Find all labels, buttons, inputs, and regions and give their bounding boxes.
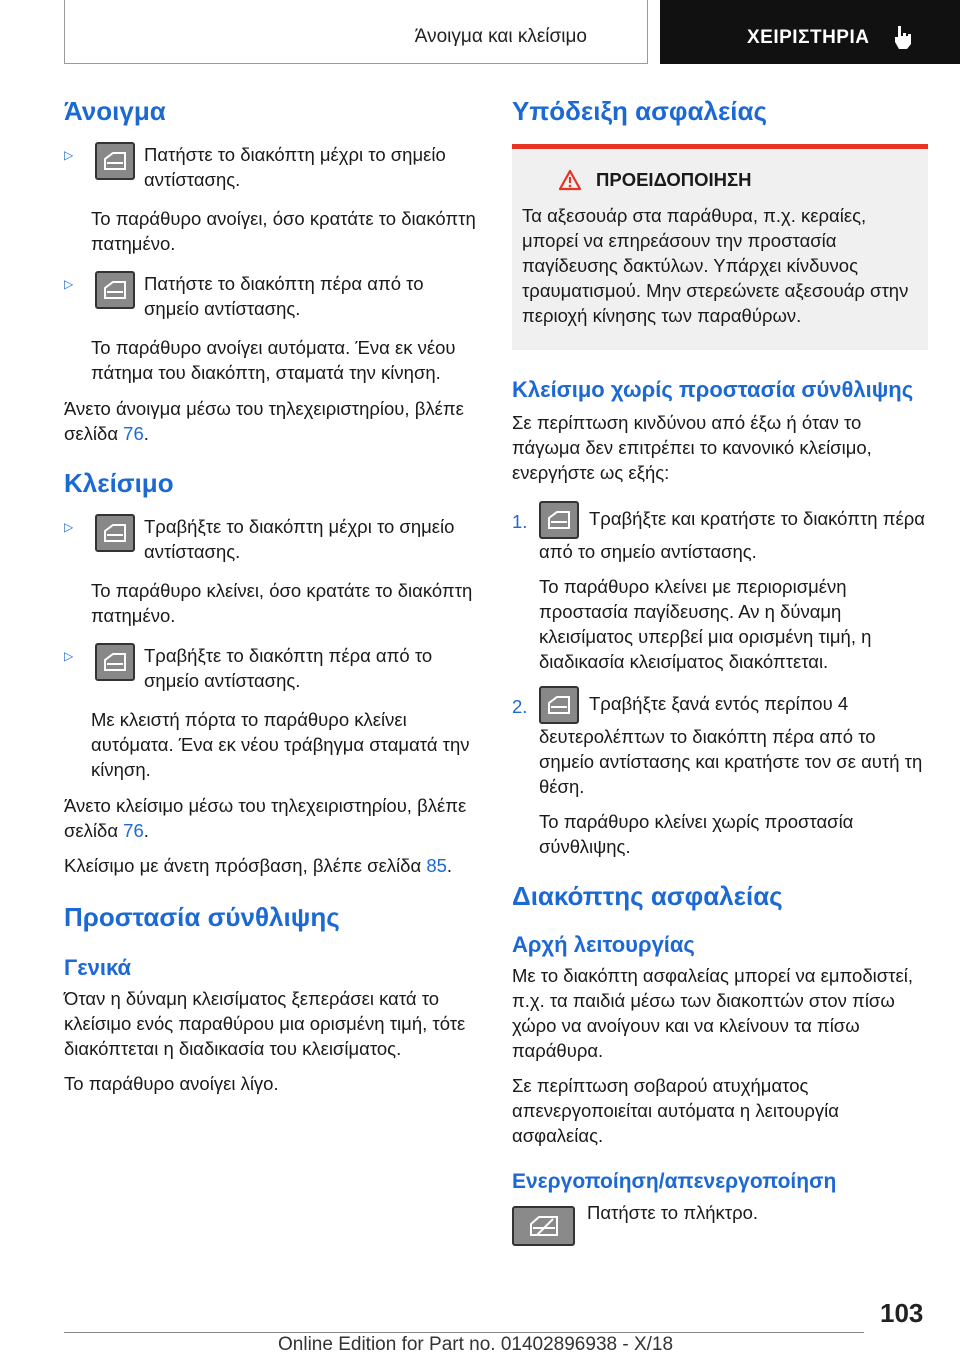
pinch-paragraph-2: Το παράθυρο ανοίγει λίγο. [64, 1073, 279, 1094]
opening-remote-text: Άνετο άνοιγμα μέσω του τηλεχειριστηρίου, βλέπε σελίδα [64, 398, 464, 444]
footer-edition: Online Edition for Part no. 01402896938 - X/18 [278, 1334, 674, 1355]
closing-title: Κλείσιμο [64, 468, 174, 498]
step-arrow-icon: ▷ [64, 520, 74, 534]
closing-result-1 [64, 578, 476, 628]
closing-result-2-text: Με κλειστή πόρτα το παράθυρο κλείνει αυτόματα. Ένα εκ νέου τράβηγμα σταματά την κίνηση. [91, 709, 470, 780]
pinch-paragraph-1: Όταν η δύναμη κλεισίματος ξεπεράσει κατά το κλείσιμο ενός παραθύρου μια ορισμένη τιμή, τότε διακόπτεται η διαδικασία του κλεισίματος. [64, 988, 466, 1059]
period: . [143, 820, 149, 841]
opening-step-2 [64, 271, 476, 323]
warning-label: ΠΡΟΕΙΔΟΠΟΙΗΣΗ [596, 169, 752, 190]
header-chapter-tab [660, 0, 960, 64]
opening-step-1 [64, 142, 476, 194]
toggle-title: Ενεργοποίηση/απενεργοποίηση [512, 1170, 837, 1193]
window-switch-icon [95, 271, 135, 309]
closing-remote-page-link[interactable]: 76 [123, 820, 144, 841]
pinch-title: Προστασία σύνθλιψης [64, 902, 340, 932]
warning-box [512, 144, 928, 350]
step-arrow-icon: ▷ [64, 649, 74, 663]
opening-result-2-text: Το παράθυρο ανοίγει αυτόματα. Ένα εκ νέου πάτημα του διακόπτη, σταματά την κίνηση. [91, 337, 456, 383]
opening-step-2-text: Πατήστε το διακόπτη πέρα από το σημείο αντίστασης. [144, 273, 424, 319]
period: . [446, 855, 453, 876]
step-number: 2. [512, 696, 528, 717]
closing-result-2 [64, 707, 476, 782]
warning-text: Τα αξεσουάρ στα παράθυρα, π.χ. κεραίες, μπορεί να επηρεάσουν την προστασία παγίδευσης δακτύλων. Υπάρχει κίνδυνος τραυματισμού. Μην στερεώνετε αξεσουάρ στην περιοχή κίνησης των παραθύρων. [522, 205, 909, 326]
window-switch-icon [95, 514, 135, 552]
safety-switch-subtitle: Αρχή λειτουργίας [512, 932, 695, 957]
safety-note-title: Υπόδειξη ασφαλείας [512, 96, 768, 126]
no-protection-step-1 [512, 501, 928, 674]
closing-step-1 [64, 514, 476, 566]
no-protection-step-1-text: Τραβήξτε και κρατήστε το διακόπτη πέρα από το σημείο αντίστασης. [539, 508, 925, 562]
closing-step-2-text: Τραβήξτε το διακόπτη πέρα από το σημείο αντίστασης. [144, 645, 433, 691]
opening-result-2 [64, 335, 476, 385]
header-section-title: Άνοιγμα και κλείσιμο [414, 26, 587, 47]
page-number: 103 [880, 1298, 924, 1328]
opening-title: Άνοιγμα [64, 96, 166, 126]
opening-result-1-text: Το παράθυρο ανοίγει, όσο κρατάτε το διακόπτη πατημένο. [91, 208, 476, 254]
window-switch-icon [95, 643, 135, 681]
closing-comfort-text: Κλείσιμο με άνετη πρόσβαση, βλέπε σελίδα [64, 855, 422, 876]
toggle-row [512, 1200, 928, 1246]
step-arrow-icon: ▷ [64, 277, 74, 291]
closing-result-1-text: Το παράθυρο κλείνει, όσο κρατάτε το διακόπτη πατημένο. [91, 580, 473, 626]
step-arrow-icon: ▷ [64, 148, 74, 162]
closing-step-2 [64, 643, 476, 695]
no-protection-step-2-text: Τραβήξτε ξανά εντός περίπου 4 δευτερολέπτων το διακόπτη πέρα από το σημείο αντίστασης και κρατήστε τον σε αυτή τη θέση. [539, 693, 923, 797]
closing-remote-paragraph [64, 793, 476, 843]
no-protection-result-1: Το παράθυρο κλείνει με περιορισμένη προστασία παγίδευσης. Αν η δύναμη κλεισίματος υπερβεί μια ορισμένη τιμή, η διαδικασία κλεισίματος διακόπτεται. [539, 576, 872, 672]
footer-divider [64, 1332, 864, 1333]
opening-remote-page-link[interactable]: 76 [123, 423, 144, 444]
pointing-hand-icon [892, 24, 914, 50]
safety-switch-paragraph-2: Σε περίπτωση σοβαρού ατυχήματος απενεργοποιείται αυτόματα η λειτουργία ασφαλείας. [512, 1075, 839, 1146]
opening-step-1-text: Πατήστε το διακόπτη μέχρι το σημείο αντίστασης. [144, 144, 446, 190]
pinch-subtitle: Γενικά [64, 955, 132, 980]
window-switch-icon [539, 501, 579, 539]
toggle-text: Πατήστε το πλήκτρο. [587, 1202, 759, 1223]
no-protection-step-2 [512, 686, 928, 859]
warning-header [522, 169, 922, 191]
closing-remote-text: Άνετο κλείσιμο μέσω του τηλεχειριστηρίου, βλέπε σελίδα [64, 795, 467, 841]
no-protection-intro: Σε περίπτωση κινδύνου από έξω ή όταν το πάγωμα δεν επιτρέπει το κανονικό κλείσιμο, ενεργήστε ως εξής: [512, 412, 872, 483]
window-switch-icon [539, 686, 579, 724]
opening-result-1 [64, 206, 476, 256]
right-column [512, 96, 928, 1246]
no-protection-result-2: Το παράθυρο κλείνει χωρίς προστασία σύνθλιψης. [539, 811, 854, 857]
safety-switch-key-icon [512, 1206, 575, 1246]
header-chapter-label: ΧΕΙΡΙΣΤΗΡΙΑ [747, 27, 870, 48]
no-protection-title: Κλείσιμο χωρίς προστασία σύνθλιψης [512, 377, 914, 402]
warning-triangle-icon [558, 169, 582, 191]
safety-switch-paragraph-1: Με το διακόπτη ασφαλείας μπορεί να εμποδιστεί, π.χ. τα παιδιά μέσω των διακοπτών στον πίσω χώρο να ανοίγουν και να κλείνουν τα πίσω παράθυρα. [512, 965, 913, 1061]
closing-step-1-text: Τραβήξτε το διακόπτη μέχρι το σημείο αντίστασης. [144, 516, 455, 562]
window-switch-icon [95, 142, 135, 180]
header-section-tab [64, 0, 648, 64]
step-number: 1. [512, 511, 528, 532]
closing-comfort-page-link[interactable]: 85 [426, 855, 447, 876]
safety-switch-title: Διακόπτης ασφαλείας [512, 881, 783, 911]
period: . [143, 423, 149, 444]
closing-comfort-paragraph [64, 853, 476, 878]
opening-remote-paragraph [64, 396, 476, 446]
left-column [64, 96, 476, 1096]
